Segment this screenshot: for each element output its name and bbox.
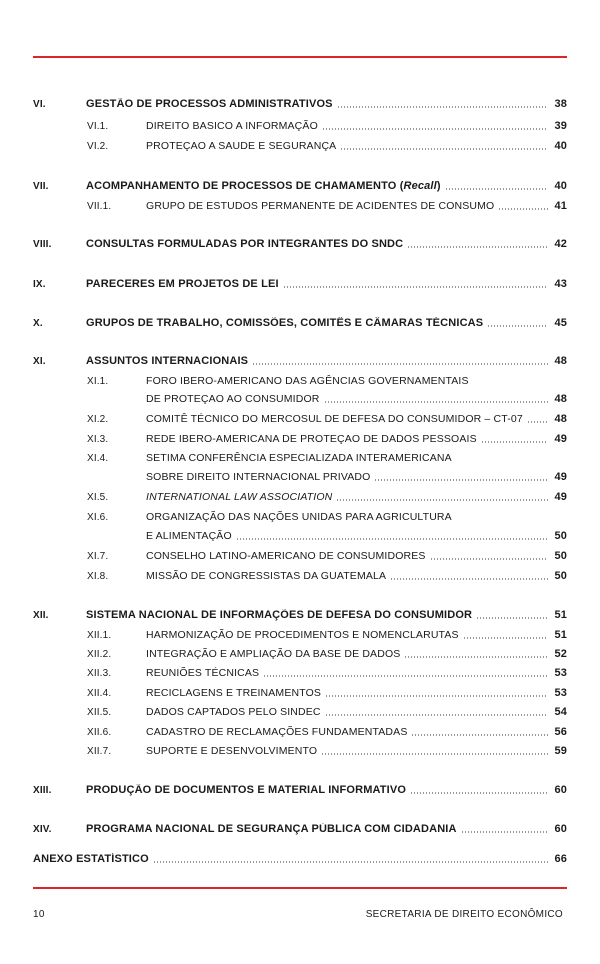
toc-entry: [87, 451, 567, 465]
toc-entry: [33, 822, 567, 836]
toc-entry: [87, 432, 567, 446]
toc-entry-page: 42: [554, 238, 567, 250]
dot-leader: [263, 674, 548, 678]
toc-entry-page: 48: [554, 413, 567, 425]
toc-entry-number: XII.3.: [87, 668, 112, 679]
dot-leader: [476, 616, 548, 620]
toc-entry-title: SISTEMA NACIONAL DE INFORMAÇÕES DE DEFESA DO CONSUMIDOR: [86, 609, 473, 621]
toc-entry-page: 59: [554, 745, 567, 757]
publisher-name: SECRETARIA DE DIREITO ECONÔMICO: [365, 909, 563, 920]
toc-entry-number: XII.6.: [87, 727, 112, 738]
toc-entry-title: DIREITO BASICO A INFORMAÇÃO: [146, 120, 318, 132]
toc-entry-number: XI.2.: [87, 414, 109, 425]
toc-entry-title: RECICLAGENS E TREINAMENTOS: [146, 687, 322, 699]
toc-entry: [87, 510, 567, 524]
toc-entry: [33, 97, 567, 111]
toc-entry-number: XI.8.: [87, 571, 109, 582]
dot-leader: [236, 537, 548, 541]
toc-entry-title: PARECERES EM PROJETOS DE LEI: [86, 278, 279, 290]
toc-entry-title: GRUPOS DE TRABALHO, COMISSÕES, COMITÊS E CÂMARAS TÉCNICAS: [86, 317, 484, 329]
dot-leader: [374, 478, 548, 482]
toc-entry-title: CADASTRO DE RECLAMAÇÕES FUNDAMENTADAS: [146, 726, 408, 738]
toc-entry-title: ANEXO ESTATÍSTICO: [33, 853, 149, 865]
dot-leader: [527, 420, 548, 424]
toc-entry-title: ORGANIZAÇÃO DAS NAÇÕES UNIDAS PARA AGRICULTURA: [146, 511, 452, 523]
dot-leader: [461, 830, 548, 834]
toc-entry-page: 49: [554, 471, 567, 483]
toc-entry-title: PRODUÇÃO DE DOCUMENTOS E MATERIAL INFORMATIVO: [86, 784, 407, 796]
dot-leader: [153, 860, 548, 864]
toc-entry: [33, 608, 567, 622]
toc-entry-title: REDE IBERO-AMERICANA DE PROTEÇAO DE DADOS PESSOAIS: [146, 433, 477, 445]
toc-entry: [146, 529, 567, 543]
toc-entry-number: IX.: [33, 279, 46, 290]
toc-entry: [87, 374, 567, 388]
toc-entry-number: VII.: [33, 181, 49, 192]
toc-entry: [146, 470, 567, 484]
toc-entry: [87, 139, 567, 153]
dot-leader: [325, 713, 548, 717]
toc-entry-number: XI.1.: [87, 376, 109, 387]
dot-leader: [410, 791, 548, 795]
toc-entry-page: 60: [554, 823, 567, 835]
toc-entry: [87, 569, 567, 583]
toc-entry: [33, 316, 567, 330]
toc-entry: [87, 725, 567, 739]
dot-leader: [336, 498, 548, 502]
dot-leader: [322, 127, 548, 131]
dot-leader: [324, 400, 548, 404]
toc-entry-page: 40: [554, 140, 567, 152]
toc-entry-page: 54: [554, 706, 567, 718]
toc-entry: [87, 647, 567, 661]
dot-leader: [321, 752, 548, 756]
toc-entry-title: DADOS CAPTADOS PELO SINDEC: [146, 706, 321, 718]
toc-entry-title: SETIMA CONFERÊNCIA ESPECIALIZADA INTERAMERICANA: [146, 452, 452, 464]
dot-leader: [404, 655, 548, 659]
toc-entry-number: XI.6.: [87, 512, 109, 523]
toc-entry-number: VI.: [33, 99, 46, 110]
toc-entry-page: 40: [554, 180, 567, 192]
dot-leader: [252, 362, 548, 366]
dot-leader: [283, 285, 548, 289]
dot-leader: [337, 105, 548, 109]
toc-entry-title-italic: INTERNATIONAL LAW ASSOCIATION: [146, 491, 333, 503]
toc-entry: [33, 277, 567, 291]
toc-entry-page: 50: [554, 550, 567, 562]
page-number: 10: [33, 909, 45, 920]
toc-entry-number: XIII.: [33, 785, 52, 796]
toc-entry-number: XIV.: [33, 824, 52, 835]
dot-leader: [498, 207, 548, 211]
toc-entry: [87, 705, 567, 719]
dot-leader: [463, 636, 548, 640]
dot-leader: [445, 187, 548, 191]
toc-entry-number: VI.1.: [87, 121, 109, 132]
toc-entry-number: XII.2.: [87, 649, 112, 660]
toc-entry-page: 48: [554, 393, 567, 405]
toc-entry-page: 50: [554, 570, 567, 582]
toc-entry: [33, 852, 567, 866]
toc-entry-title: SOBRE DIREITO INTERNACIONAL PRIVADO: [146, 471, 371, 483]
toc-entry-title: PROGRAMA NACIONAL DE SEGURANÇA PÚBLICA COM CIDADANIA: [86, 823, 457, 835]
toc-entry-number: XI.: [33, 356, 46, 367]
toc-entry-title-suffix: ): [436, 180, 441, 192]
toc-entry: [87, 199, 567, 213]
dot-leader: [390, 577, 548, 581]
toc-entry: [87, 549, 567, 563]
toc-entry-page: 45: [554, 317, 567, 329]
dot-leader: [411, 733, 548, 737]
toc-entry: [87, 628, 567, 642]
toc-entry-number: VII.1.: [87, 201, 112, 212]
toc-entry-page: 50: [554, 530, 567, 542]
toc-entry-title: E ALIMENTAÇÃO: [146, 530, 232, 542]
toc-entry: [87, 744, 567, 758]
toc-entry-page: 51: [554, 609, 567, 621]
dot-leader: [481, 440, 548, 444]
toc-entry-number: XI.7.: [87, 551, 109, 562]
toc-entry-page: 56: [554, 726, 567, 738]
toc-entry-title: REUNIÕES TÉCNICAS: [146, 667, 260, 679]
bottom-rule: [33, 887, 567, 889]
toc-entry-number: X.: [33, 318, 43, 329]
dot-leader: [487, 324, 548, 328]
toc-entry: [33, 179, 567, 193]
toc-entry-number: XII.4.: [87, 688, 112, 699]
toc-entry-title: HARMONIZAÇÃO DE PROCEDIMENTOS E NOMENCLARUTAS: [146, 629, 459, 641]
toc-entry: [33, 354, 567, 368]
toc-entry-title: CONSELHO LATINO-AMERICANO DE CONSUMIDORES: [146, 550, 426, 562]
toc-entry-number: XII.1.: [87, 630, 112, 641]
toc-entry-number: VIII.: [33, 239, 52, 250]
dot-leader: [325, 694, 548, 698]
toc-entry-number: XII.7.: [87, 746, 112, 757]
toc-entry-title: ACOMPANHAMENTO DE PROCESSOS DE CHAMAMENTO (: [86, 180, 404, 192]
toc-entry-number: VI.2.: [87, 141, 109, 152]
toc-entry-number: XII.5.: [87, 707, 112, 718]
toc-entry-page: 66: [554, 853, 567, 865]
toc-entry: [33, 783, 567, 797]
toc-entry: [87, 412, 567, 426]
toc-entry-page: 48: [554, 355, 567, 367]
toc-entry-page: 49: [554, 491, 567, 503]
toc-entry-number: XI.5.: [87, 492, 109, 503]
toc-entry: [87, 119, 567, 133]
toc-entry-title: CONSULTAS FORMULADAS POR INTEGRANTES DO SNDC: [86, 238, 404, 250]
toc-entry: [146, 392, 567, 406]
toc-entry-title-italic: Recall: [403, 180, 437, 192]
toc-entry-title: DE PROTEÇAO AO CONSUMIDOR: [146, 393, 320, 405]
toc-entry-page: 39: [554, 120, 567, 132]
toc-entry-page: 52: [554, 648, 567, 660]
toc-entry-page: 51: [554, 629, 567, 641]
dot-leader: [430, 557, 548, 561]
toc-entry: [33, 237, 567, 251]
toc-entry: [87, 490, 567, 504]
toc-entry-page: 60: [554, 784, 567, 796]
toc-entry-number: XI.3.: [87, 434, 109, 445]
toc-entry-title: COMITÊ TÉCNICO DO MERCOSUL DE DEFESA DO CONSUMIDOR – CT-07: [146, 413, 523, 425]
toc-entry: [87, 666, 567, 680]
toc-entry-title: ASSUNTOS INTERNACIONAIS: [86, 355, 249, 367]
toc-entry-page: 53: [554, 687, 567, 699]
toc-entry-number: XI.4.: [87, 453, 109, 464]
toc-entry-title: SUPORTE E DESENVOLVIMENTO: [146, 745, 318, 757]
dot-leader: [340, 147, 548, 151]
toc-entry-title: GESTÃO DE PROCESSOS ADMINISTRATIVOS: [86, 98, 333, 110]
toc-entry-title: PROTEÇAO A SAUDE E SEGURANÇA: [146, 140, 337, 152]
toc-entry-title: GRUPO DE ESTUDOS PERMANENTE DE ACIDENTES DE CONSUMO: [146, 200, 495, 212]
toc-entry-title: MISSÃO DE CONGRESSISTAS DA GUATEMALA: [146, 570, 387, 582]
toc-entry-page: 53: [554, 667, 567, 679]
toc-entry-title: INTEGRAÇÃO E AMPLIAÇÃO DA BASE DE DADOS: [146, 648, 401, 660]
toc-entry-page: 43: [554, 278, 567, 290]
toc-entry-number: XII.: [33, 610, 49, 621]
toc-entry-page: 41: [554, 200, 567, 212]
toc-entry: [87, 686, 567, 700]
toc-entry-page: 38: [554, 98, 567, 110]
toc-entry-title: FORO IBERO-AMERICANO DAS AGÊNCIAS GOVERNAMENTAIS: [146, 375, 469, 387]
dot-leader: [407, 245, 548, 249]
toc-entry-page: 49: [554, 433, 567, 445]
